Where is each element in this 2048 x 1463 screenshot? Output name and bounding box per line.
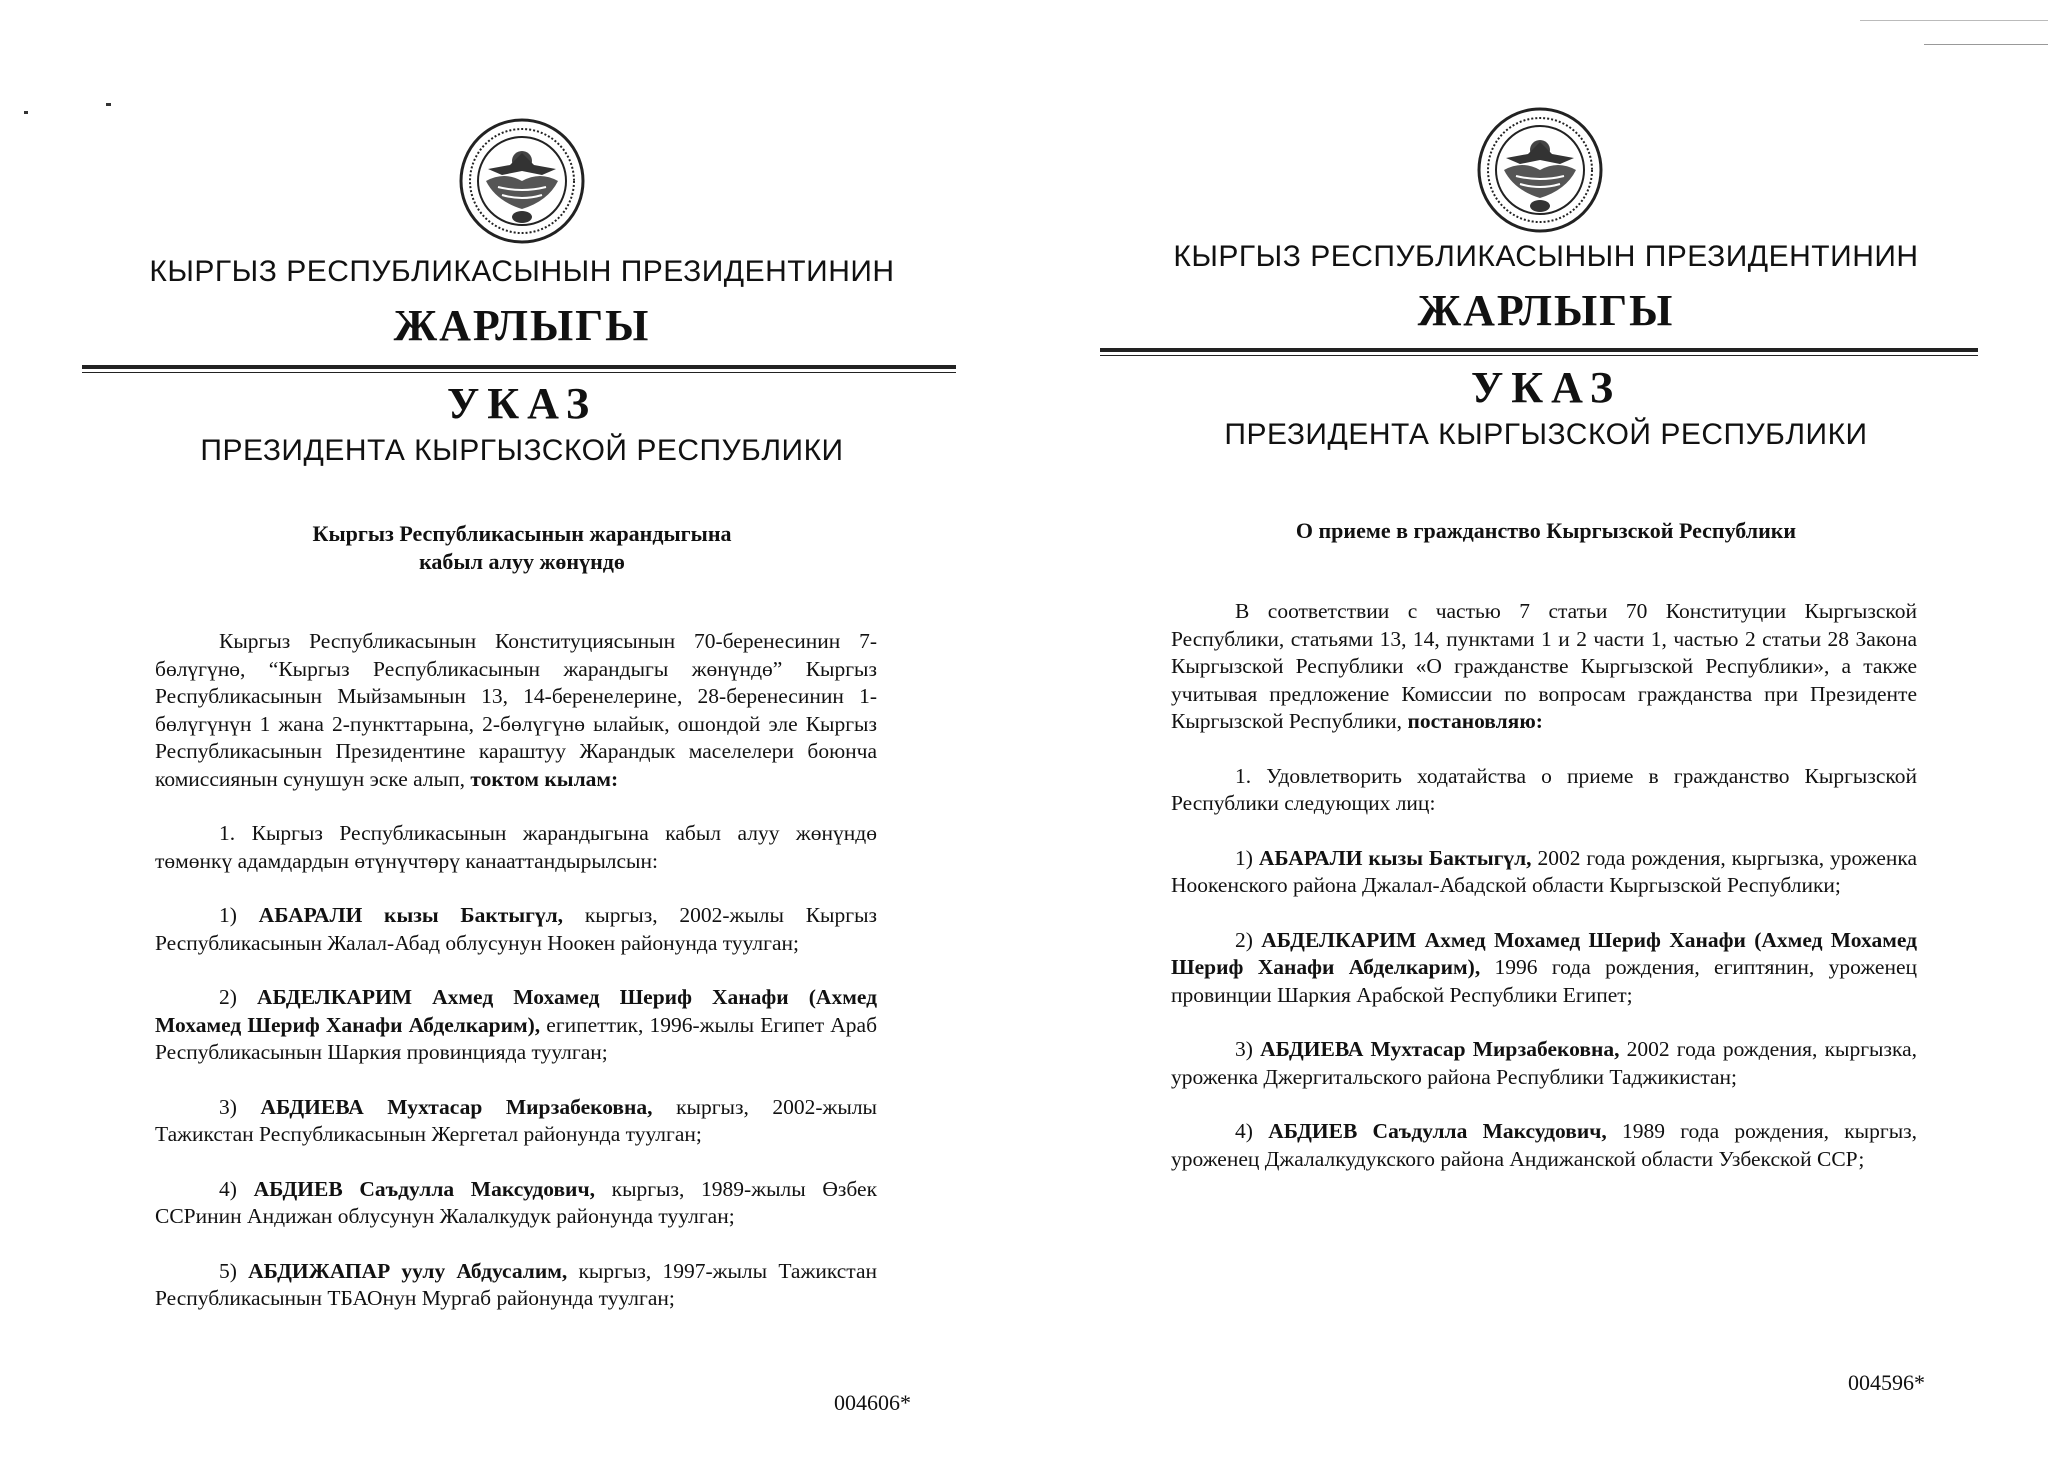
subhead: ПРЕЗИДЕНТА КЫРГЫЗСКОЙ РЕСПУБЛИКИ	[1224, 418, 1868, 451]
person-entry: 4) АБДИЕВ Саъдулла Максудович, 1989 года рождения, кыргыз, уроженец Джалалкудукского района Андижанской области Узбекской ССР;	[1171, 1119, 1918, 1171]
person-entry: 2) АБДЕЛКАРИМ Ахмед Мохамед Шериф Ханафи (Ахмед Мохамед Шериф Ханафи Абделкарим), египеттик, 1996-жылы Египет Араб Республикасынын Шаркия провинцияда туулган;	[155, 985, 878, 1064]
scan-speck	[24, 111, 28, 114]
document-title: О приеме в гражданство Кыргызской Республики	[1295, 518, 1797, 543]
state-emblem-icon	[458, 117, 586, 245]
person-entry: 5) АБДИЖАПАР уулу Абдусалим, кыргыз, 1997-жылы Тажикстан Республикасынын ТБАОнун Мургаб районунда туулган;	[155, 1258, 877, 1310]
scan-speck	[1924, 44, 2048, 45]
item-1: 1. Кыргыз Республикасынын жарандыгына кабыл алуу жөнүндө төмөнкү адамдардын өтүнүчтөрү канааттандырылсын:	[155, 821, 877, 873]
subhead: ПРЕЗИДЕНТА КЫРГЫЗСКОЙ РЕСПУБЛИКИ	[200, 434, 844, 467]
document-number: 004596*	[1848, 1370, 1925, 1395]
person-entry: 2) АБДЕЛКАРИМ Ахмед Мохамед Шериф Ханафи (Ахмед Мохамед Шериф Ханафи Абделкарим), 1996 года рождения, египтянин, уроженец провинции Шаркия Арабской Республики Египет;	[1171, 927, 1918, 1007]
person-entry: 4) АБДИЕВ Саъдулла Максудович, кыргыз, 1989-жылы Өзбек ССРинин Андижан облусунун Жалалкудук районунда туулган;	[155, 1176, 878, 1228]
header-rule	[82, 365, 956, 373]
header-title: ЖАРЛЫГЫ	[1417, 286, 1675, 335]
preamble-resolution: постановляю:	[1407, 709, 1543, 733]
scan-speck	[106, 103, 111, 106]
person-entry: 1) АБАРАЛИ кызы Бактыгүл, кыргыз, 2002-жылы Кыргыз Республикасынын Жалал-Абад облусунун Ноокен районунда туулган;	[155, 903, 878, 955]
document-body	[155, 628, 877, 1340]
document-title-line-2: кабыл алуу жөнүндө	[419, 549, 625, 574]
scan-speck	[1860, 20, 2048, 21]
ukaz-title: УКАЗ	[446, 379, 598, 428]
document-number: 004606*	[834, 1390, 911, 1415]
item-1: 1. Удовлетворить ходатайства о приеме в гражданство Кыргызской Республики следующих лиц:	[1171, 763, 1917, 815]
person-entry: 1) АБАРАЛИ кызы Бактыгүл, 2002 года рождения, кыргызка, уроженка Ноокенского района Джалал-Абадской области Кыргызской Республики;	[1171, 845, 1918, 897]
header-title: ЖАРЛЫГЫ	[393, 301, 651, 350]
preamble: В соответствии с частью 7 статьи 70 Конституции Кыргызской Республики, статьями 13, 14, пунктами 1 и 2 части 1, частью 2 статьи 28 Закона Кыргызской Республики «О гражданстве Кыргызской Республики», а также учитывая предложение Комиссии по вопросам гражданства при Президенте Кыргызской Республики, постановляю:	[1171, 599, 1917, 733]
document-body	[1171, 598, 1917, 1200]
person-entry: 3) АБДИЕВА Мухтасар Мирзабековна, 2002 года рождения, кыргызка, уроженка Джергитальского района Республики Таджикистан;	[1171, 1037, 1918, 1089]
header-line: КЫРГЫЗ РЕСПУБЛИКАСЫНЫН ПРЕЗИДЕНТИНИН	[1173, 240, 1919, 273]
header-rule	[1100, 348, 1978, 356]
document-title	[0, 520, 1024, 576]
ukaz-title: УКАЗ	[1470, 363, 1622, 412]
state-emblem-icon	[1476, 106, 1604, 234]
document-title-line-1: Кыргыз Республикасынын жарандыгына	[312, 521, 732, 546]
preamble: Кыргыз Республикасынын Конституциясынын 70-беренесинин 7-бөлүгүнө, “Кыргыз Республикасынын жарандыгы жөнүндө” Кыргыз Республикасынын Мыйзамынын 13, 14-беренелерине, 28-беренесинин 1-бөлүгүнүн 1 жана 2-пункттарына, 2-бөлүгүнө ылайык, ошондой эле Кыргыз Республикасынын Президентине караштуу Жарандык маселелери боюнча комиссиянын сунушун эске алып, токтом кылам:	[155, 629, 877, 791]
preamble-resolution: токтом кылам:	[470, 766, 619, 791]
header-line: КЫРГЫЗ РЕСПУБЛИКАСЫНЫН ПРЕЗИДЕНТИНИН	[149, 255, 895, 288]
person-entry: 3) АБДИЕВА Мухтасар Мирзабековна, кыргыз, 2002-жылы Тажикстан Республикасынын Жергетал районунда туулган;	[155, 1094, 877, 1146]
page-right-russian	[1024, 0, 2048, 1463]
